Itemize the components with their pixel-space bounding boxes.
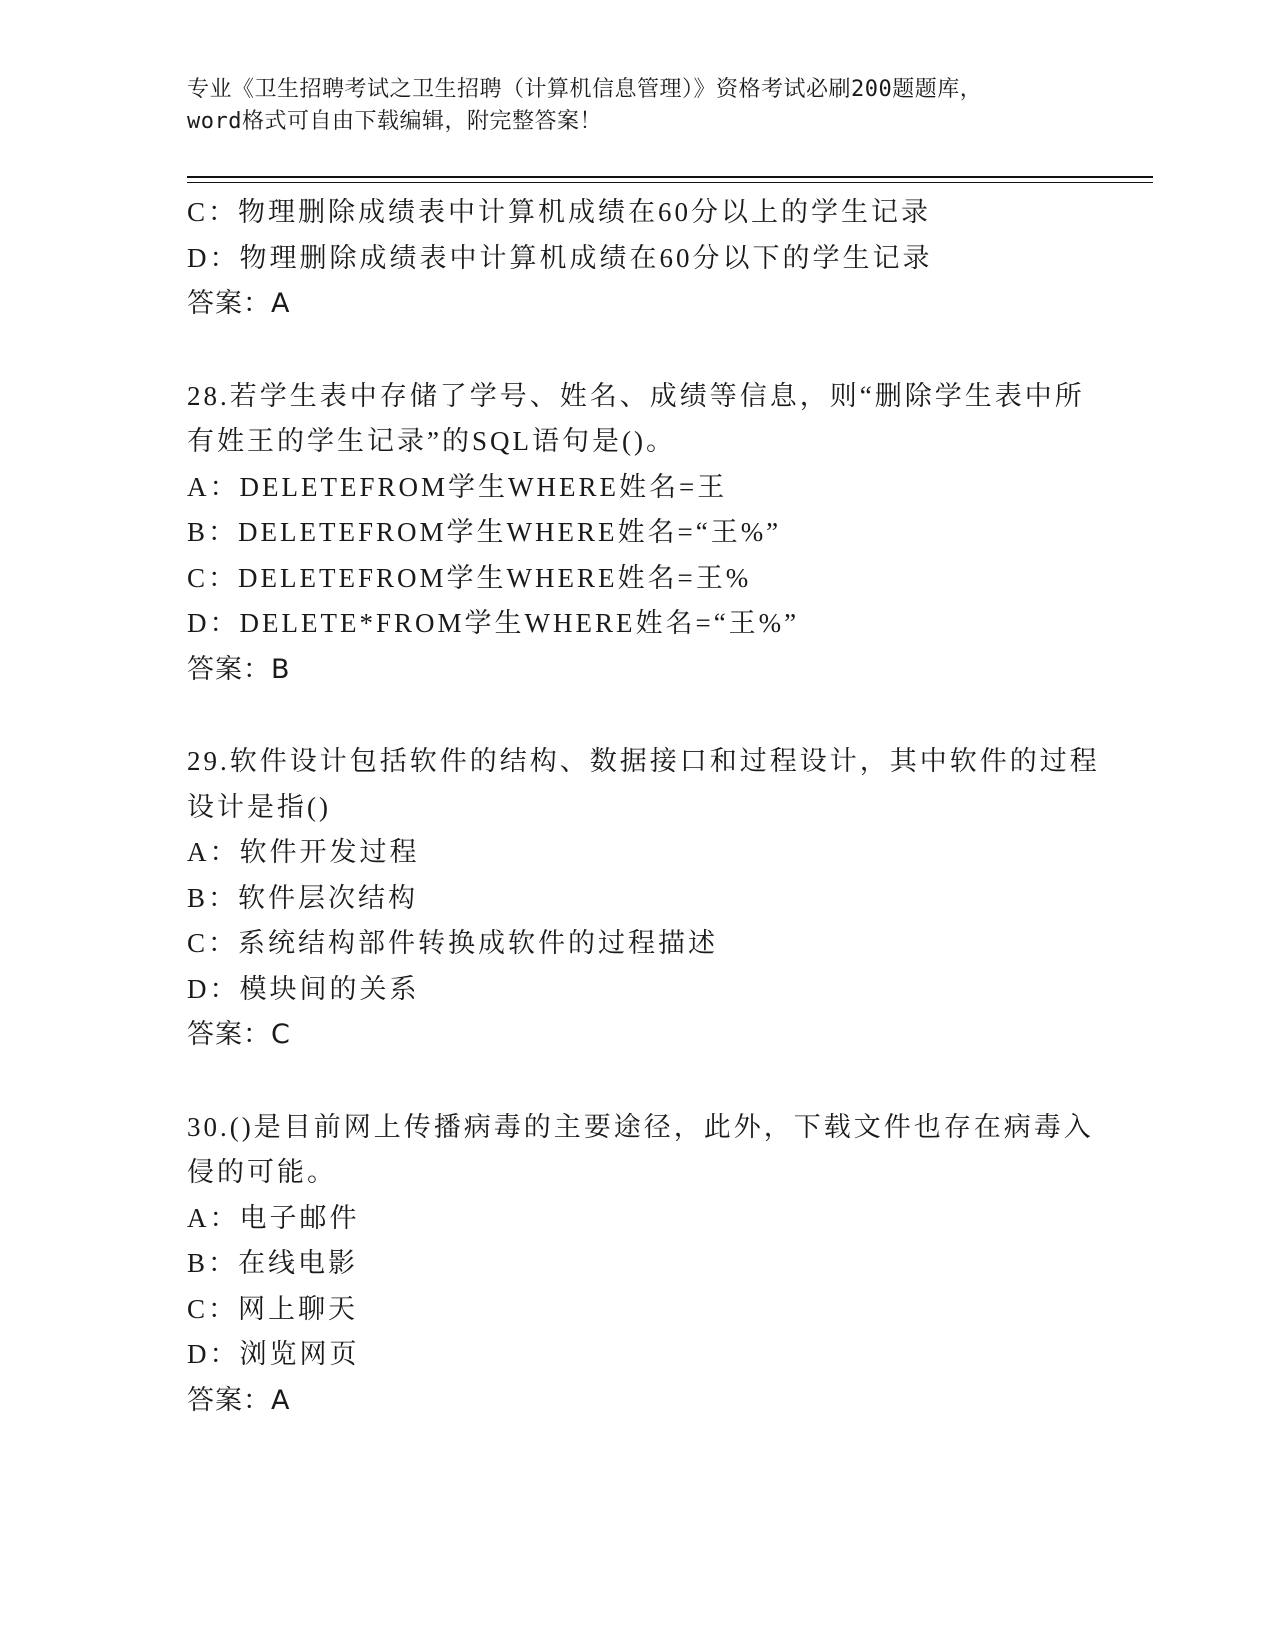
document-header (187, 74, 1087, 138)
spacer (187, 1058, 1087, 1105)
option-c: C：DELETEFROM学生WHERE姓名=王% (187, 562, 752, 593)
question-block-30 (187, 1105, 1094, 1424)
option-d: D：浏览网页 (187, 1339, 360, 1369)
header-title-line-2: word格式可自由下载编辑，附完整答案！ (187, 109, 602, 134)
option-b: B：在线电影 (187, 1248, 359, 1278)
option-b: B：软件层次结构 (187, 882, 419, 913)
option-c: C：物理删除成绩表中计算机成绩在60分以上的学生记录 (187, 197, 932, 227)
answer-line: 答案：A (187, 288, 291, 319)
spacer (187, 692, 1087, 739)
option-c: C：网上聊天 (187, 1293, 359, 1324)
question-block-27-tail (187, 190, 1087, 327)
answer-line: 答案：C (187, 1019, 291, 1050)
question-text-line: 29.软件设计包括软件的结构、数据接口和过程设计，其中软件的过程 (187, 746, 1100, 776)
header-title-line-1: 专业《卫生招聘考试之卫生招聘（计算机信息管理）》资格考试必刷200题题库， (187, 77, 983, 102)
header-divider-thick (187, 176, 1153, 178)
option-a: A：DELETEFROM学生WHERE姓名=王 (187, 471, 728, 502)
question-text-line: 30.()是目前网上传播病毒的主要途径，此外，下载文件也存在病毒入 (187, 1111, 1094, 1142)
question-block-29 (187, 739, 1100, 1058)
option-a: A：电子邮件 (187, 1202, 360, 1233)
question-list (187, 190, 1100, 1423)
option-d: D：模块间的关系 (187, 973, 420, 1004)
question-text-line: 侵的可能。 (187, 1157, 337, 1187)
answer-line: 答案：A (187, 1384, 291, 1416)
option-a: A：软件开发过程 (187, 837, 420, 867)
spacer (187, 327, 1087, 374)
question-text-line: 有姓王的学生记录”的SQL语句是()。 (187, 426, 676, 456)
question-text-line: 设计是指() (187, 791, 331, 822)
option-d: D：DELETE*FROM学生WHERE姓名=“王%” (187, 608, 800, 638)
question-text-line: 28.若学生表中存储了学号、姓名、成绩等信息，则“删除学生表中所 (187, 380, 1085, 411)
question-block-28 (187, 374, 1087, 693)
answer-line: 答案：B (187, 653, 291, 685)
option-d: D：物理删除成绩表中计算机成绩在60分以下的学生记录 (187, 242, 933, 273)
header-divider-thin (187, 182, 1153, 183)
option-b: B：DELETEFROM学生WHERE姓名=“王%” (187, 517, 782, 547)
option-c: C：系统结构部件转换成软件的过程描述 (187, 928, 719, 958)
